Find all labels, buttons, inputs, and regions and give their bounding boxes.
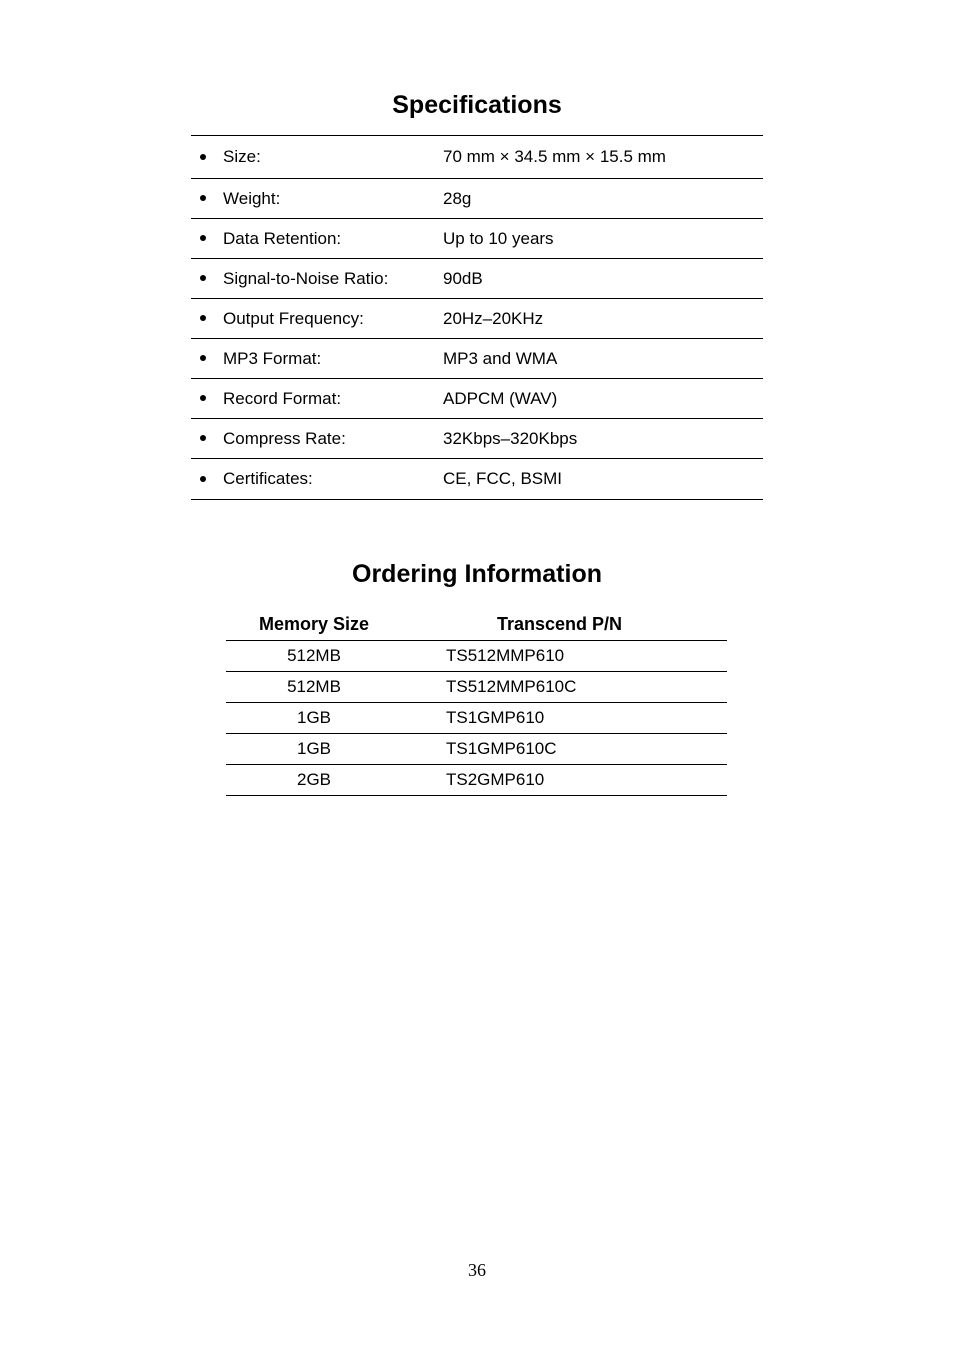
spec-row <box>191 136 763 179</box>
bullet-icon <box>200 195 206 201</box>
table-row <box>226 641 727 672</box>
page-number: 36 <box>468 1260 486 1280</box>
ordering-header-row <box>226 608 727 641</box>
spec-label: Data Retention: <box>223 219 443 259</box>
spec-value: 28g <box>443 179 763 219</box>
ordering-table <box>226 608 727 796</box>
ordering-information-title: Ordering Information <box>352 560 602 588</box>
spec-value: 90dB <box>443 259 763 299</box>
part-number-cell: TS512MMP610C <box>402 672 727 703</box>
spec-label: Signal-to-Noise Ratio: <box>223 259 443 299</box>
bullet-icon <box>200 355 206 361</box>
spec-value: Up to 10 years <box>443 219 763 259</box>
spec-row <box>191 299 763 339</box>
part-number-cell: TS512MMP610 <box>402 641 727 672</box>
spec-value: 20Hz–20KHz <box>443 299 763 339</box>
spec-value: CE, FCC, BSMI <box>443 459 763 500</box>
bullet-icon <box>200 476 206 482</box>
spec-value: ADPCM (WAV) <box>443 379 763 419</box>
memory-size-cell: 1GB <box>226 703 402 734</box>
bullet-icon <box>200 275 206 281</box>
spec-label: MP3 Format: <box>223 339 443 379</box>
spec-label: Certificates: <box>223 459 443 500</box>
part-number-cell: TS1GMP610 <box>402 703 727 734</box>
spec-label: Compress Rate: <box>223 419 443 459</box>
spec-value: MP3 and WMA <box>443 339 763 379</box>
bullet-icon <box>200 154 206 160</box>
spec-value: 32Kbps–320Kbps <box>443 419 763 459</box>
memory-size-cell: 512MB <box>226 641 402 672</box>
part-number-cell: TS2GMP610 <box>402 765 727 796</box>
table-row <box>226 703 727 734</box>
specifications-title: Specifications <box>392 91 562 119</box>
spec-row <box>191 459 763 500</box>
bullet-icon <box>200 395 206 401</box>
table-row <box>226 765 727 796</box>
memory-size-cell: 1GB <box>226 734 402 765</box>
spec-label: Size: <box>223 136 443 179</box>
spec-row <box>191 379 763 419</box>
spec-label: Record Format: <box>223 379 443 419</box>
spec-row <box>191 339 763 379</box>
spec-value: 70 mm × 34.5 mm × 15.5 mm <box>443 136 763 179</box>
bullet-icon <box>200 315 206 321</box>
memory-size-cell: 512MB <box>226 672 402 703</box>
spec-row <box>191 419 763 459</box>
memory-size-header: Memory Size <box>226 608 402 641</box>
table-row <box>226 672 727 703</box>
spec-label: Output Frequency: <box>223 299 443 339</box>
table-row <box>226 734 727 765</box>
bullet-icon <box>200 235 206 241</box>
memory-size-cell: 2GB <box>226 765 402 796</box>
spec-row <box>191 259 763 299</box>
spec-label: Weight: <box>223 179 443 219</box>
part-number-header: Transcend P/N <box>402 608 727 641</box>
part-number-cell: TS1GMP610C <box>402 734 727 765</box>
spec-row <box>191 179 763 219</box>
spec-row <box>191 219 763 259</box>
bullet-icon <box>200 435 206 441</box>
specifications-table <box>191 135 763 500</box>
